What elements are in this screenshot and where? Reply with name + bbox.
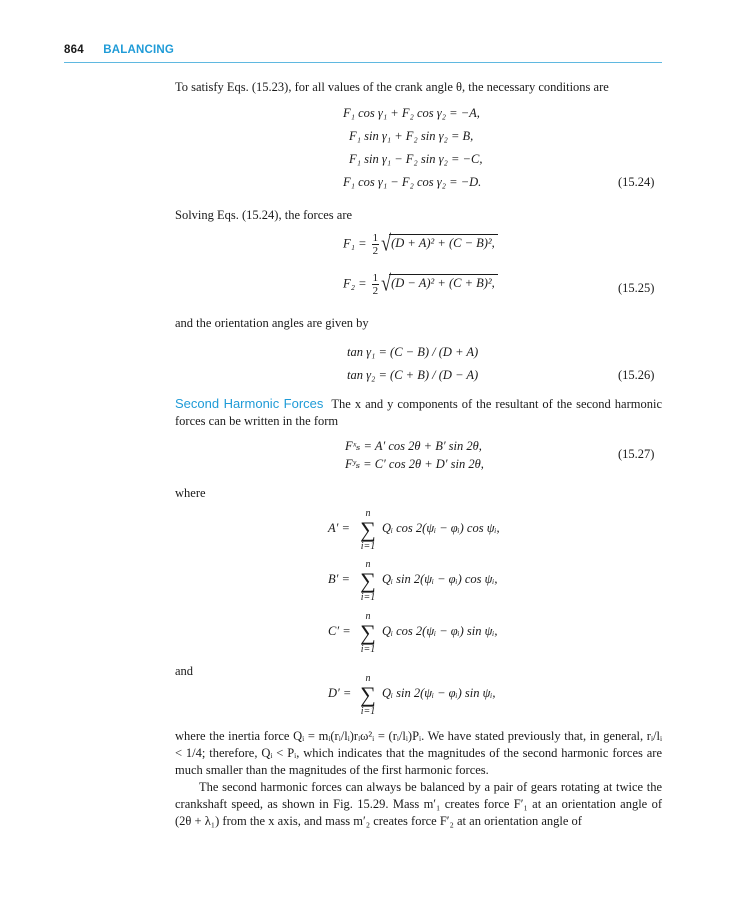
solving-text: Solving Eqs. (15.24), the forces are bbox=[175, 208, 353, 222]
eq-15-25-radicand2: (D − A)² + (C + B)², bbox=[389, 274, 498, 291]
coef-c-lhs: C′ = bbox=[328, 624, 351, 638]
eq-number-15-27: (15.27) bbox=[618, 447, 655, 461]
second-harmonic-body: The x and y components of the resultant of the second harmonic forces can be written in the form bbox=[175, 397, 662, 428]
eq-15-24-line3: F₁ sin γ₁ − F₂ sin γ₂ = −C, bbox=[349, 152, 483, 166]
eq-15-26-line1: tan γ₁ = (C − B) / (D + A) bbox=[347, 345, 479, 359]
eq-15-24-line4: F₁ cos γ₁ − F₂ cos γ₂ = −D. bbox=[343, 175, 482, 189]
where-text: where bbox=[175, 486, 206, 500]
eq-15-25-lhs2: F₂ = bbox=[343, 276, 367, 291]
eq-number-15-26: (15.26) bbox=[618, 368, 655, 382]
eq-15-25-line2 bbox=[343, 272, 498, 297]
coef-b-rhs: Qᵢ sin 2(ψᵢ − φᵢ) cos ψᵢ, bbox=[382, 572, 498, 586]
section-title: BALANCING bbox=[103, 44, 174, 56]
eq-15-24-line1: F₁ cos γ₁ + F₂ cos γ₂ = −A, bbox=[343, 106, 480, 120]
gear-balancing-paragraph: The second harmonic forces can always be balanced by a pair of gears rotating at twice the crankshaft speed, as shown in Fig. 15.29. Mass m′₁ creates force F′₁ at an orientation angle of (2θ + λ₁) from the x axis, and mass m′₂ creates force F′₂ at an orientation angle of bbox=[175, 780, 662, 828]
eq-15-25-radicand1: (D + A)² + (C − B)², bbox=[389, 234, 498, 251]
orientation-text: and the orientation angles are given by bbox=[175, 316, 369, 330]
coef-b-lhs: B′ = bbox=[328, 572, 350, 586]
coef-d-lhs: D′ = bbox=[328, 686, 352, 700]
eq-number-15-25: (15.25) bbox=[618, 281, 655, 295]
summation-c: n ∑ i=1 bbox=[360, 611, 376, 655]
eq-15-24-line2: F₁ sin γ₁ + F₂ sin γ₂ = B, bbox=[349, 129, 474, 143]
eq-15-27-line1: Fˣₛ = A′ cos 2θ + B′ sin 2θ, bbox=[345, 439, 482, 453]
running-header bbox=[64, 44, 174, 56]
page-number: 864 bbox=[64, 44, 84, 56]
eq-number-15-24: (15.24) bbox=[618, 175, 655, 189]
header-rule bbox=[64, 62, 662, 63]
second-harmonic-paragraph bbox=[175, 395, 662, 430]
summation-d: n ∑ i=1 bbox=[360, 673, 376, 717]
inertia-force-paragraph: where the inertia force Qᵢ = mᵢ(rᵢ/lᵢ)rᵢω²ᵢ = (rᵢ/lᵢ)Pᵢ. We have stated previously that, in general, rᵢ/lᵢ < 1/4; therefore, Qᵢ < Pᵢ, which indicates that the magnitudes of the second harmonic forces are much smaller than the magnitudes of the first harmonic forces. bbox=[175, 729, 662, 777]
radical-sign-2: √ bbox=[381, 270, 392, 296]
eq-15-26-line2: tan γ₂ = (C + B) / (D − A) bbox=[347, 368, 479, 382]
coef-a-lhs: A′ = bbox=[328, 521, 350, 535]
second-harmonic-heading: Second Harmonic Forces bbox=[175, 396, 324, 411]
eq-15-25-lhs1: F₁ = bbox=[343, 236, 367, 251]
coef-c-rhs: Qᵢ cos 2(ψᵢ − φᵢ) sin ψᵢ, bbox=[382, 624, 498, 638]
summation-b: n ∑ i=1 bbox=[360, 559, 376, 603]
half-fraction-1: $\frac{1}{2}$ bbox=[372, 232, 379, 257]
half-fraction-2: $\frac{1}{2}$ bbox=[372, 272, 379, 297]
coef-a-rhs: Qᵢ cos 2(ψᵢ − φᵢ) cos ψᵢ, bbox=[382, 521, 500, 535]
eq-15-25-line1 bbox=[343, 232, 498, 257]
intro-text: To satisfy Eqs. (15.23), for all values of the crank angle θ, the necessary conditions are bbox=[175, 80, 609, 94]
eq-15-27-line2: Fʸₛ = C′ cos 2θ + D′ sin 2θ, bbox=[345, 457, 484, 471]
and-text: and bbox=[175, 664, 194, 678]
summation-a: n ∑ i=1 bbox=[360, 508, 376, 552]
coef-d-rhs: Qᵢ sin 2(ψᵢ − φᵢ) sin ψᵢ, bbox=[382, 686, 496, 700]
radical-sign-1: √ bbox=[381, 230, 392, 256]
